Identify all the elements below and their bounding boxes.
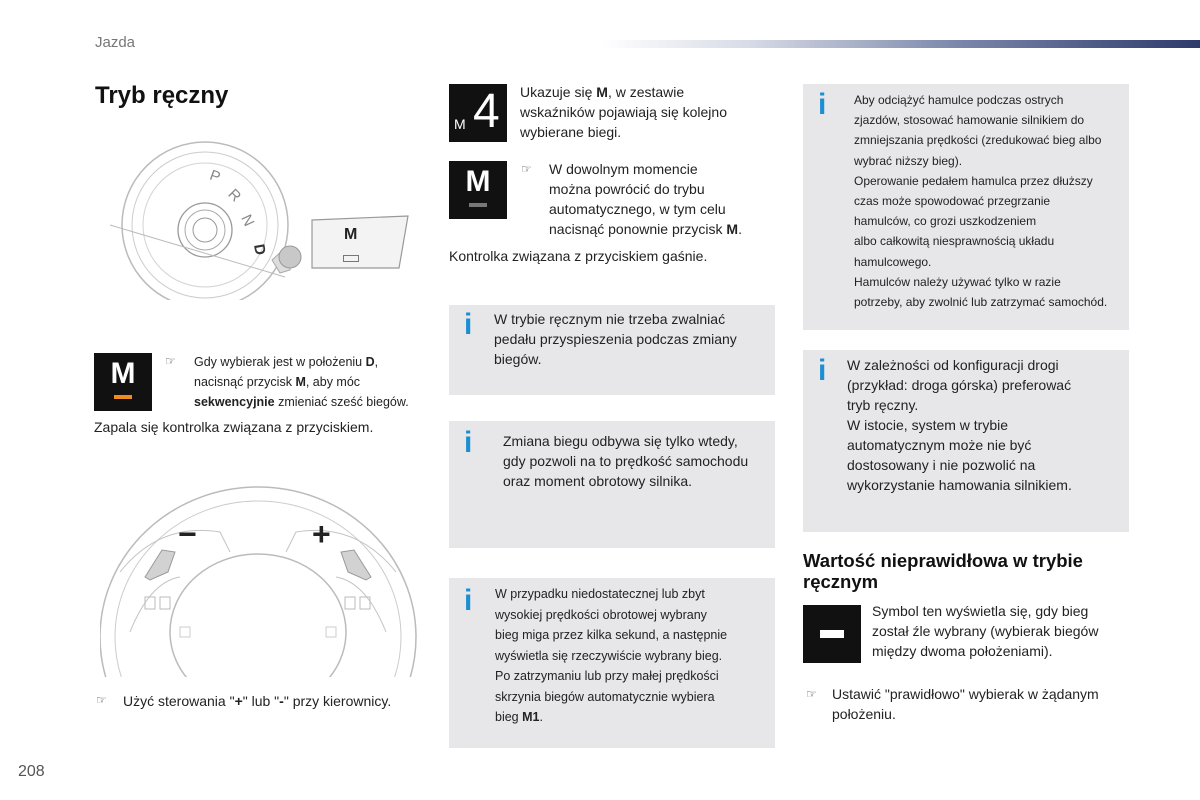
- gear-selector-illustration: [100, 140, 420, 300]
- fix-selector-text: Ustawić "prawidłowo" wybierak w żądanym położeniu.: [832, 686, 1099, 722]
- invalid-gear-icon: [803, 605, 861, 663]
- header-bar: [600, 40, 1200, 48]
- return-auto-text: W dowolnym momencie można powrócić do trybu automatycznego, w tym celu nacisnąć ponownie przycisk M.: [549, 161, 742, 237]
- dash-symbol: [820, 630, 844, 638]
- gray-indicator: [469, 203, 487, 207]
- info-box-5-text: W zależności od konfiguracji drogi (przykład: droga górska) preferować tryb ręczny. W istocie, system w trybie automatycznym może nie być dostosowany i nie pozwolić na wykorzystanie hamowania silnikiem.: [847, 357, 1072, 493]
- m-button-label: M: [344, 226, 358, 243]
- gear-letter-n: N: [237, 211, 258, 230]
- info-box-3-text: W przypadku niedostatecznej lub zbyt wysokiej prędkości obrotowej wybrany bieg miga przez kilka sekund, a następnie wyświetla się rzeczywiście wybrany bieg. Po zatrzymaniu lub przy małej prędkości skrzynia biegów automatycznie wybiera bieg M1.: [495, 587, 728, 724]
- step1-text: Gdy wybierak jest w położeniu D, nacisnąć przycisk M, aby móc sekwencyjnie zmieniać sześć biegów.: [194, 355, 409, 409]
- info-icon: i: [464, 584, 473, 617]
- pointing-hand-icon: ☞: [96, 693, 107, 707]
- display-text: Ukazuje się M, w zestawie wskaźników pojawiają się kolejno wybierane biegi.: [520, 84, 727, 140]
- gear-letter-d: D: [250, 242, 269, 257]
- info-box-1-text: W trybie ręcznym nie trzeba zwalniać pedału przyspieszenia podczas zmiany biegów.: [494, 311, 737, 367]
- info-icon: i: [818, 88, 827, 121]
- section-label: Jazda: [95, 34, 136, 51]
- info-icon: i: [464, 426, 473, 459]
- section-subtitle: Wartość nieprawidłowa w trybie ręcznym: [803, 550, 1083, 592]
- info-box-4-text: Aby odciążyć hamulce podczas ostrych zjazdów, stosować hamowanie silnikiem do zmniejszania prędkości (zredukować bieg albo wybrać niższy bieg). Operowanie pedałem hamulca przez dłuższy czas może spowodować przegrzanie hamulców, co grozi uszkodzeniem albo całkowitą niesprawnością układu hamulcowego. Hamulców należy używać tylko w razie potrzeby, aby zwolnić lub zatrzymać samochód.: [854, 93, 1108, 310]
- gear-display-icon: M 4: [449, 84, 507, 142]
- page-title: Tryb ręczny: [95, 82, 229, 109]
- info-icon: i: [464, 308, 473, 341]
- paddle-plus-label: +: [312, 516, 331, 552]
- m-button-indicator: [343, 255, 359, 262]
- paddle-minus-label: −: [178, 516, 197, 552]
- m-mode-off-icon: M: [449, 161, 507, 219]
- steering-wheel-illustration: [100, 472, 430, 677]
- step2-text: Użyć sterowania "+" lub "-" przy kierownicy.: [123, 693, 392, 709]
- gear-letter-r: R: [224, 185, 245, 206]
- pointing-hand-icon: ☞: [165, 354, 176, 368]
- orange-indicator: [114, 395, 132, 399]
- info-icon: i: [818, 354, 827, 387]
- invalid-gear-text: Symbol ten wyświetla się, gdy bieg został źle wybrany (wybierak biegów między dwoma położeniami).: [872, 603, 1099, 659]
- gear-letter-p: P: [207, 166, 223, 187]
- pointing-hand-icon: ☞: [521, 162, 532, 176]
- info-box-2-text: Zmiana biegu odbywa się tylko wtedy, gdy pozwoli na to prędkość samochodu oraz moment obrotowy silnika.: [503, 433, 749, 489]
- pointing-hand-icon: ☞: [806, 687, 817, 701]
- step1-after-text: Zapala się kontrolka związana z przyciskiem.: [94, 419, 374, 435]
- lamp-off-text: Kontrolka związana z przyciskiem gaśnie.: [449, 248, 708, 264]
- m-mode-icon: M: [94, 353, 152, 411]
- page-number: 208: [18, 763, 45, 780]
